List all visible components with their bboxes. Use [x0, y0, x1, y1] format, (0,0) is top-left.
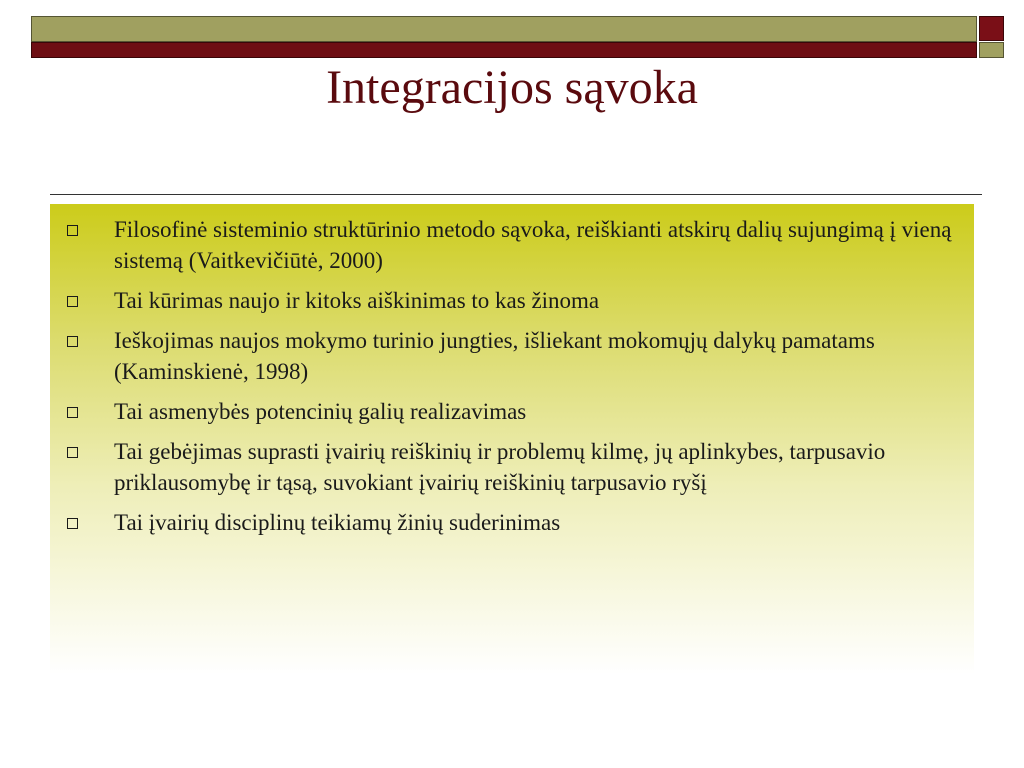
title-divider: [50, 194, 982, 195]
corner-square-olive: [979, 42, 1004, 58]
bullet-item: [50, 436, 974, 498]
square-bullet-icon: [67, 447, 78, 458]
square-bullet-icon: [67, 336, 78, 347]
bullet-item: [50, 325, 974, 387]
slide-title: Integracijos sąvoka: [326, 61, 698, 114]
bullet-text: Tai kūrimas naujo ir kitoks aiškinimas to kas žinoma: [114, 288, 600, 313]
bullet-text: Ieškojimas naujos mokymo turinio jungties, išliekant mokomųjų dalykų pamatams (Kaminskienė, 1998): [114, 328, 875, 384]
bullet-text: Tai įvairių disciplinų teikiamų žinių suderinimas: [114, 510, 561, 535]
square-bullet-icon: [67, 225, 78, 236]
bullet-item: [50, 285, 974, 316]
corner-square-maroon: [979, 16, 1004, 41]
header-bar-maroon: [31, 42, 977, 58]
bullet-list: [50, 204, 974, 538]
bullet-text: Tai asmenybės potencinių galių realizavimas: [114, 399, 527, 424]
square-bullet-icon: [67, 407, 78, 418]
bullet-text: Filosofinė sisteminio struktūrinio metodo sąvoka, reiškianti atskirų dalių sujungimą į vieną sistemą (Vaitkevičiūtė, 2000): [114, 217, 952, 273]
square-bullet-icon: [67, 518, 78, 529]
header-bar-olive: [31, 16, 977, 42]
slide-content: [50, 204, 974, 674]
bullet-text: Tai gebėjimas suprasti įvairių reiškinių ir problemų kilmę, jų aplinkybes, tarpusavio priklausomybę ir tąsą, suvokiant įvairių reiškinių tarpusavio ryšį: [114, 439, 886, 495]
bullet-item: [50, 214, 974, 276]
bullet-item: [50, 396, 974, 427]
square-bullet-icon: [67, 296, 78, 307]
bullet-item: [50, 507, 974, 538]
